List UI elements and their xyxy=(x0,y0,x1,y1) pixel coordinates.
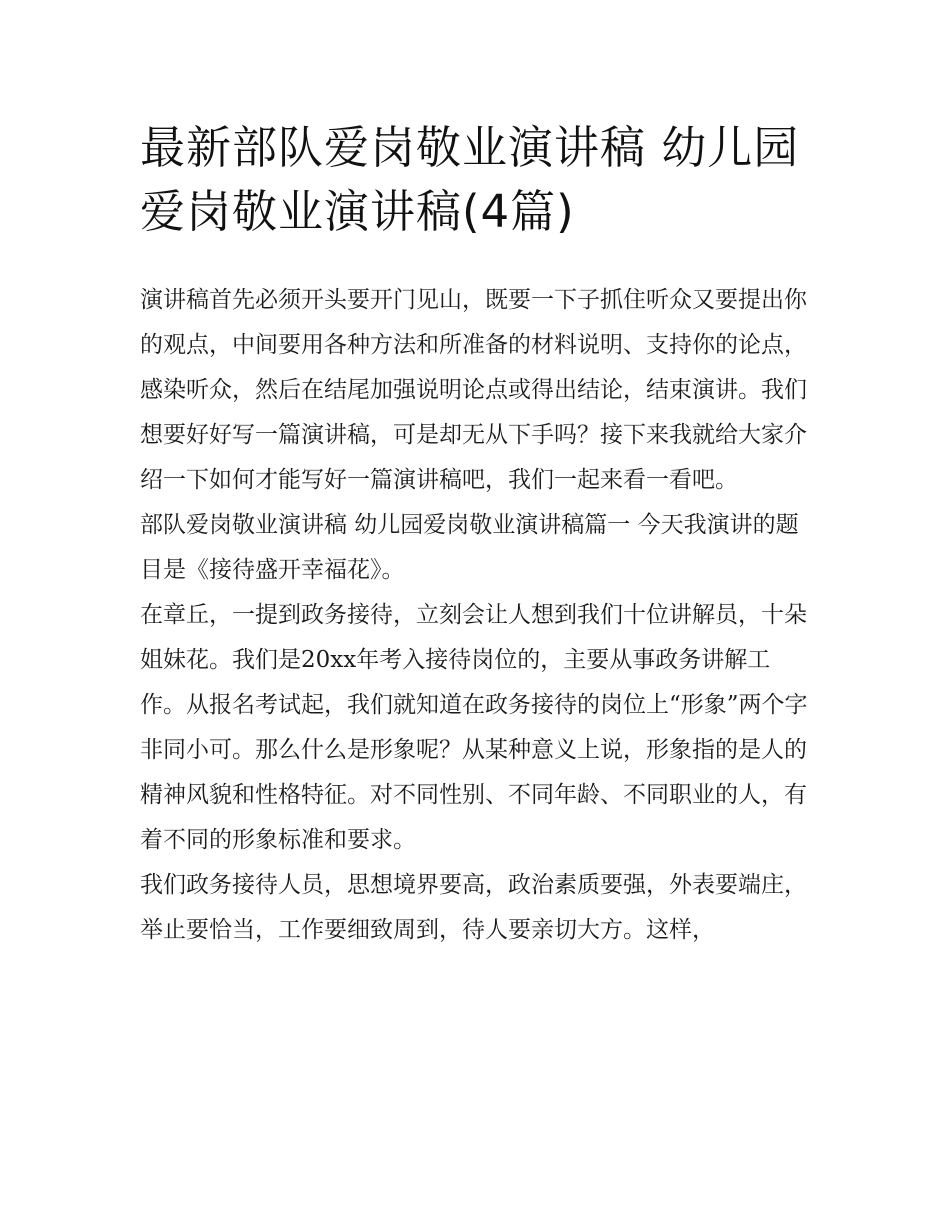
document-title: 最新部队爱岗敬业演讲稿 幼儿园爱岗敬业演讲稿(4篇) xyxy=(140,121,800,238)
paragraph-reception: 在章丘，一提到政务接待，立刻会让人想到我们十位讲解员，十朵姐妹花。我们是20xx年考入接待岗位的，主要从事政务讲解工作。从报名考试起，我们就知道在政务接待的岗位上“形象”两个字非同小可。那么什么是形象呢？从某种意义上说，形象指的是人的精神风貌和性格特征。对不同性别、不同年龄、不同职业的人，有着不同的形象标准和要求。 xyxy=(140,602,808,853)
paragraph-intro: 演讲稿首先必须开头要开门见山，既要一下子抓住听众又要提出你的观点，中间要用各种方法和所准备的材料说明、支持你的论点，感染听众，然后在结尾加强说明论点或得出结论，结束演讲。我们想要好好写一篇演讲稿，可是却无从下手吗？接下来我就给大家介绍一下如何才能写好一篇演讲稿吧，我们一起来看一看吧。 xyxy=(140,287,807,493)
paragraph-requirements: 我们政务接待人员，思想境界要高，政治素质要强，外表要端庄，举止要恰当，工作要细致周到，待人要亲切大方。这样， xyxy=(140,872,807,943)
paragraph-section-one: 部队爱岗敬业演讲稿 幼儿园爱岗敬业演讲稿篇一 今天我演讲的题目是《接待盛开幸福花》。 xyxy=(140,512,799,583)
document-body xyxy=(140,278,812,953)
